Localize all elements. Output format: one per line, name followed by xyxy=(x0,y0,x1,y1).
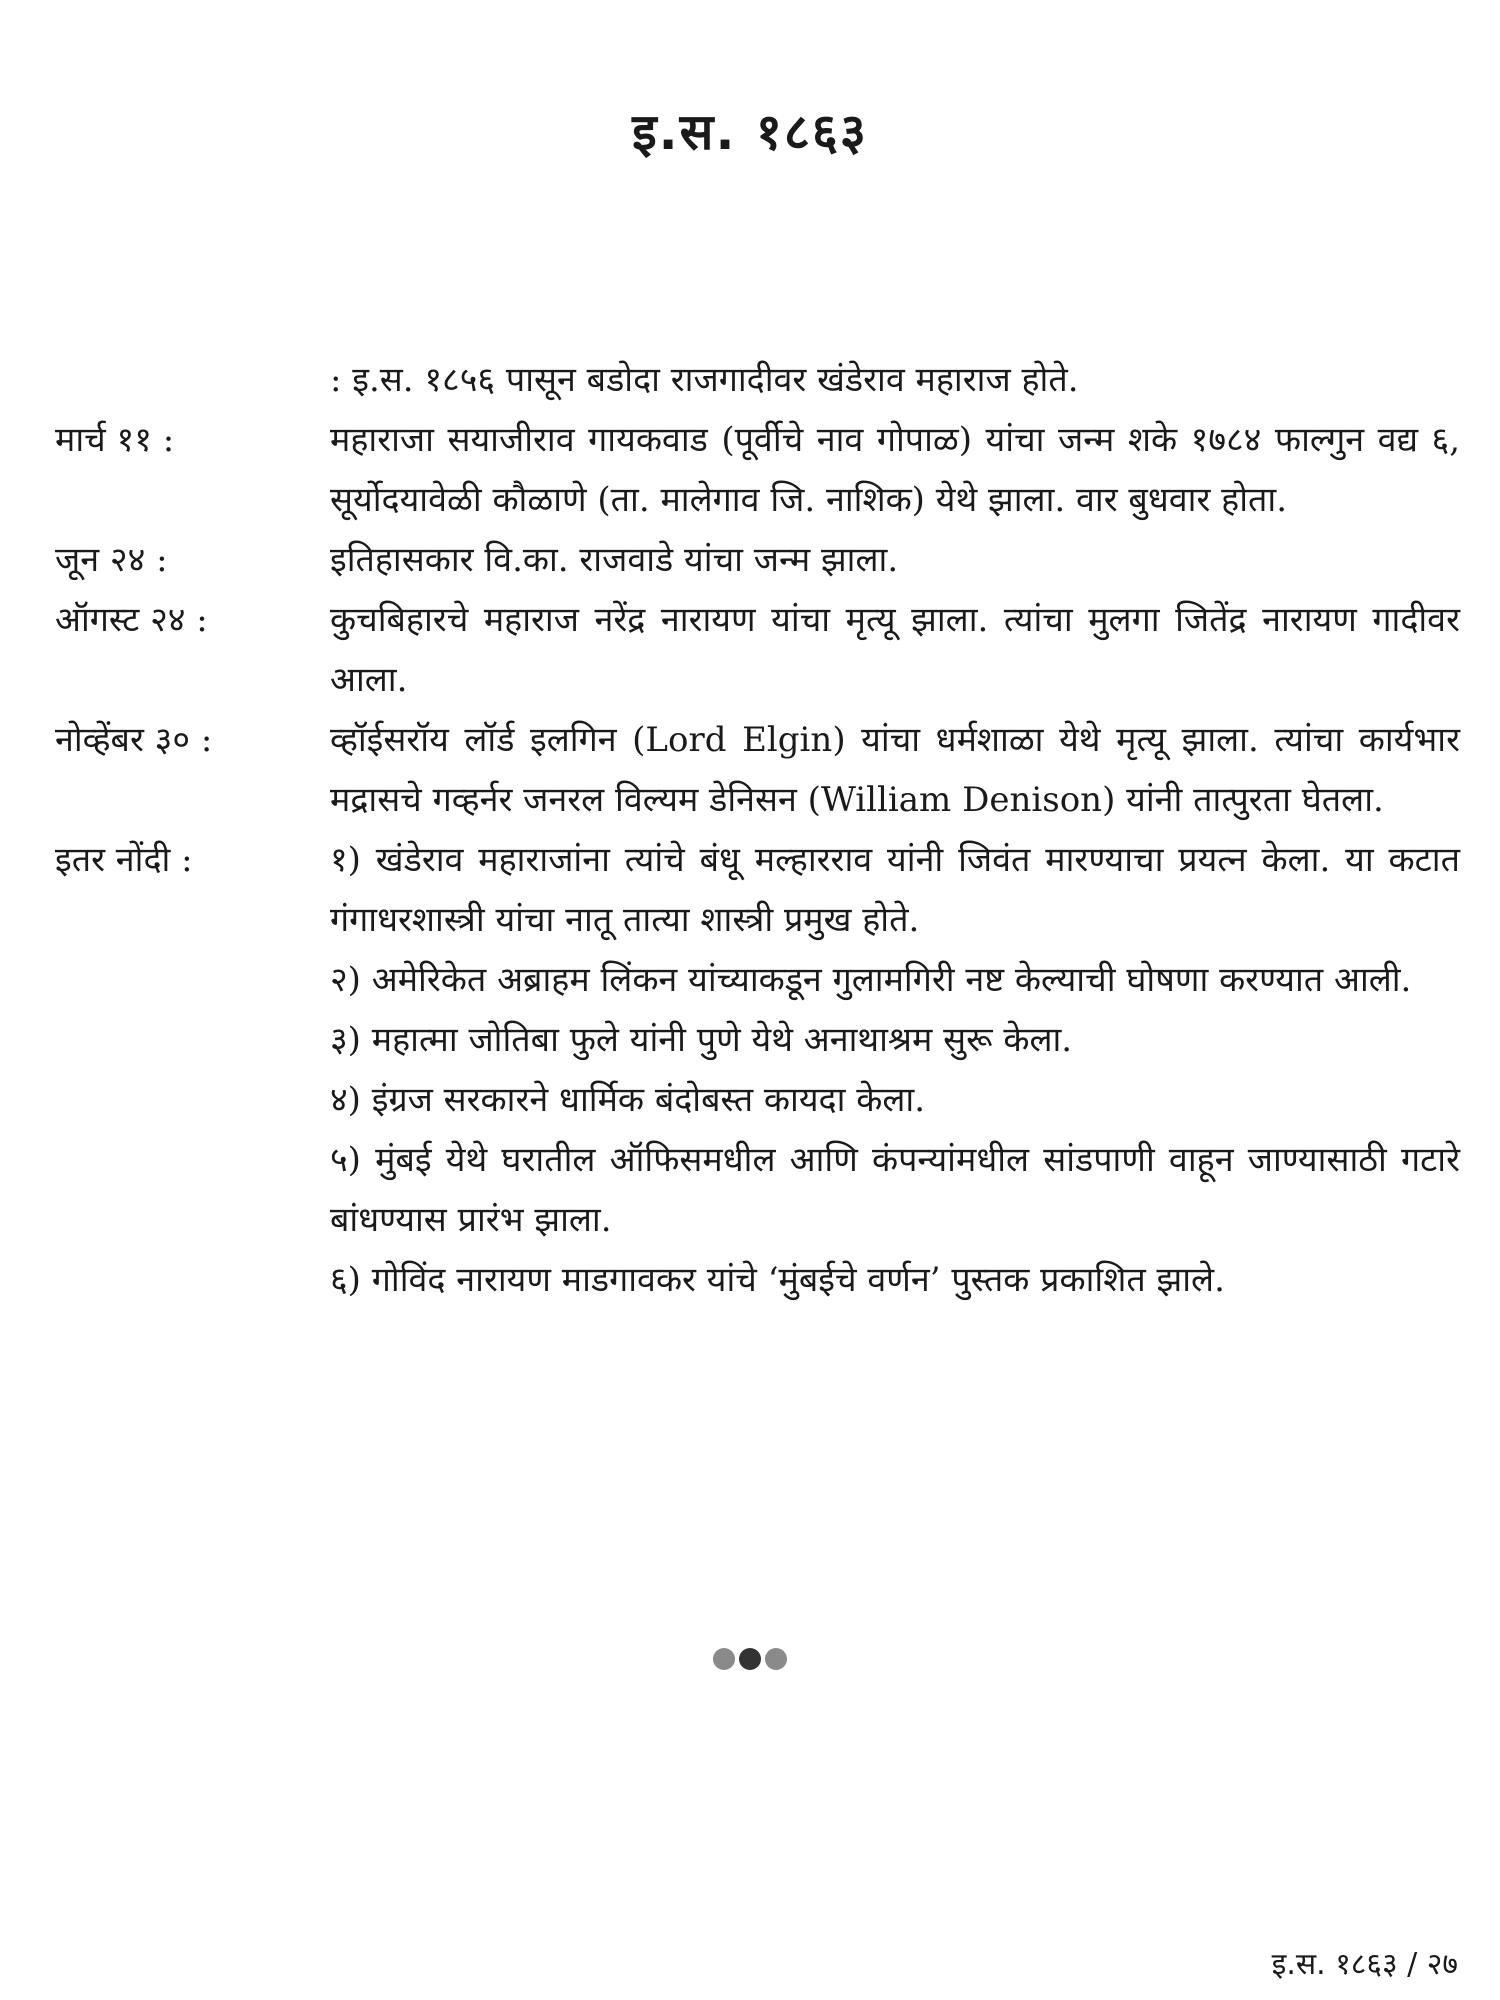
entry-label: ऑगस्ट २४ : xyxy=(55,600,208,640)
page-footer: इ.स. १८६३ / २७ xyxy=(1271,1947,1458,1982)
entry-label: मार्च ११ : xyxy=(55,420,175,460)
entry-body xyxy=(330,710,1460,830)
entry-label: नोव्हेंबर ३० : xyxy=(55,720,213,760)
entry-label: जून २४ : xyxy=(55,540,168,580)
entries-list xyxy=(55,350,1460,1310)
entry-body xyxy=(330,350,1460,410)
entry-paragraph: महाराजा सयाजीराव गायकवाड (पूर्वीचे नाव गोपाळ) यांचा जन्म शके १७८४ फाल्गुन वद्य ६, सूर्योदयावेळी कौळाणे (ता. मालेगाव जि. नाशिक) येथे झाला. वार बुधवार होता. xyxy=(330,420,1460,520)
note-item: ६) गोविंद नारायण माडगावकर यांचे ‘मुंबईचे वर्णन’ पुस्तक प्रकाशित झाले. xyxy=(330,1260,1225,1300)
page-title: इ.स. १८६३ xyxy=(632,103,868,161)
entry-other-notes xyxy=(55,830,1460,1310)
entry-paragraph: इतिहासकार वि.का. राजवाडे यांचा जन्म झाला. xyxy=(330,540,899,580)
entry-body xyxy=(330,830,1460,1310)
note-item: २) अमेरिकेत अब्राहम लिंकन यांच्याकडून गुलामगिरी नष्ट केल्याची घोषणा करण्यात आली. xyxy=(330,960,1412,1000)
entry-march-11 xyxy=(55,410,1460,530)
note-item: ४) इंग्रज सरकारने धार्मिक बंदोबस्त कायदा केला. xyxy=(330,1080,926,1120)
entry-label: इतर नोंदी : xyxy=(55,840,193,880)
note-item: १) खंडेराव महाराजांना त्यांचे बंधू मल्हारराव यांनी जिवंत मारण्याचा प्रयत्न केला. या कटात गंगाधरशास्त्री यांचा नातू तात्या शास्त्री प्रमुख होते. xyxy=(330,840,1460,940)
entry-body xyxy=(330,410,1460,530)
entry-intro xyxy=(55,350,1460,410)
entry-paragraph: : इ.स. १८५६ पासून बडोदा राजगादीवर खंडेराव महाराज होते. xyxy=(330,360,1079,400)
note-item: ३) महात्मा जोतिबा फुले यांनी पुणे येथे अनाथाश्रम सुरू केला. xyxy=(330,1020,1073,1060)
ornament-dot xyxy=(739,1648,761,1670)
note-item: ५) मुंबई येथे घरातील ऑफिसमधील आणि कंपन्यांमधील सांडपाणी वाहून जाण्यासाठी गटारे बांधण्यास प्रारंभ झाला. xyxy=(330,1140,1460,1240)
entry-body xyxy=(330,530,1460,590)
entry-body xyxy=(330,590,1460,710)
ornament-dot xyxy=(765,1648,787,1670)
entry-paragraph: व्हॉईसरॉय लॉर्ड इलगिन (Lord Elgin) यांचा धर्मशाळा येथे मृत्यू झाला. त्यांचा कार्यभार मद्रासचे गव्हर्नर जनरल विल्यम डेनिसन (William Denison) यांनी तात्पुरता घेतला. xyxy=(330,720,1460,820)
ornament-dot xyxy=(713,1648,735,1670)
section-end-ornament xyxy=(0,1648,1500,1670)
entry-june-24 xyxy=(55,530,1460,590)
entry-paragraph: कुचबिहारचे महाराज नरेंद्र नारायण यांचा मृत्यू झाला. त्यांचा मुलगा जितेंद्र नारायण गादीवर आला. xyxy=(330,600,1460,700)
entry-november-30 xyxy=(55,710,1460,830)
entry-august-24 xyxy=(55,590,1460,710)
